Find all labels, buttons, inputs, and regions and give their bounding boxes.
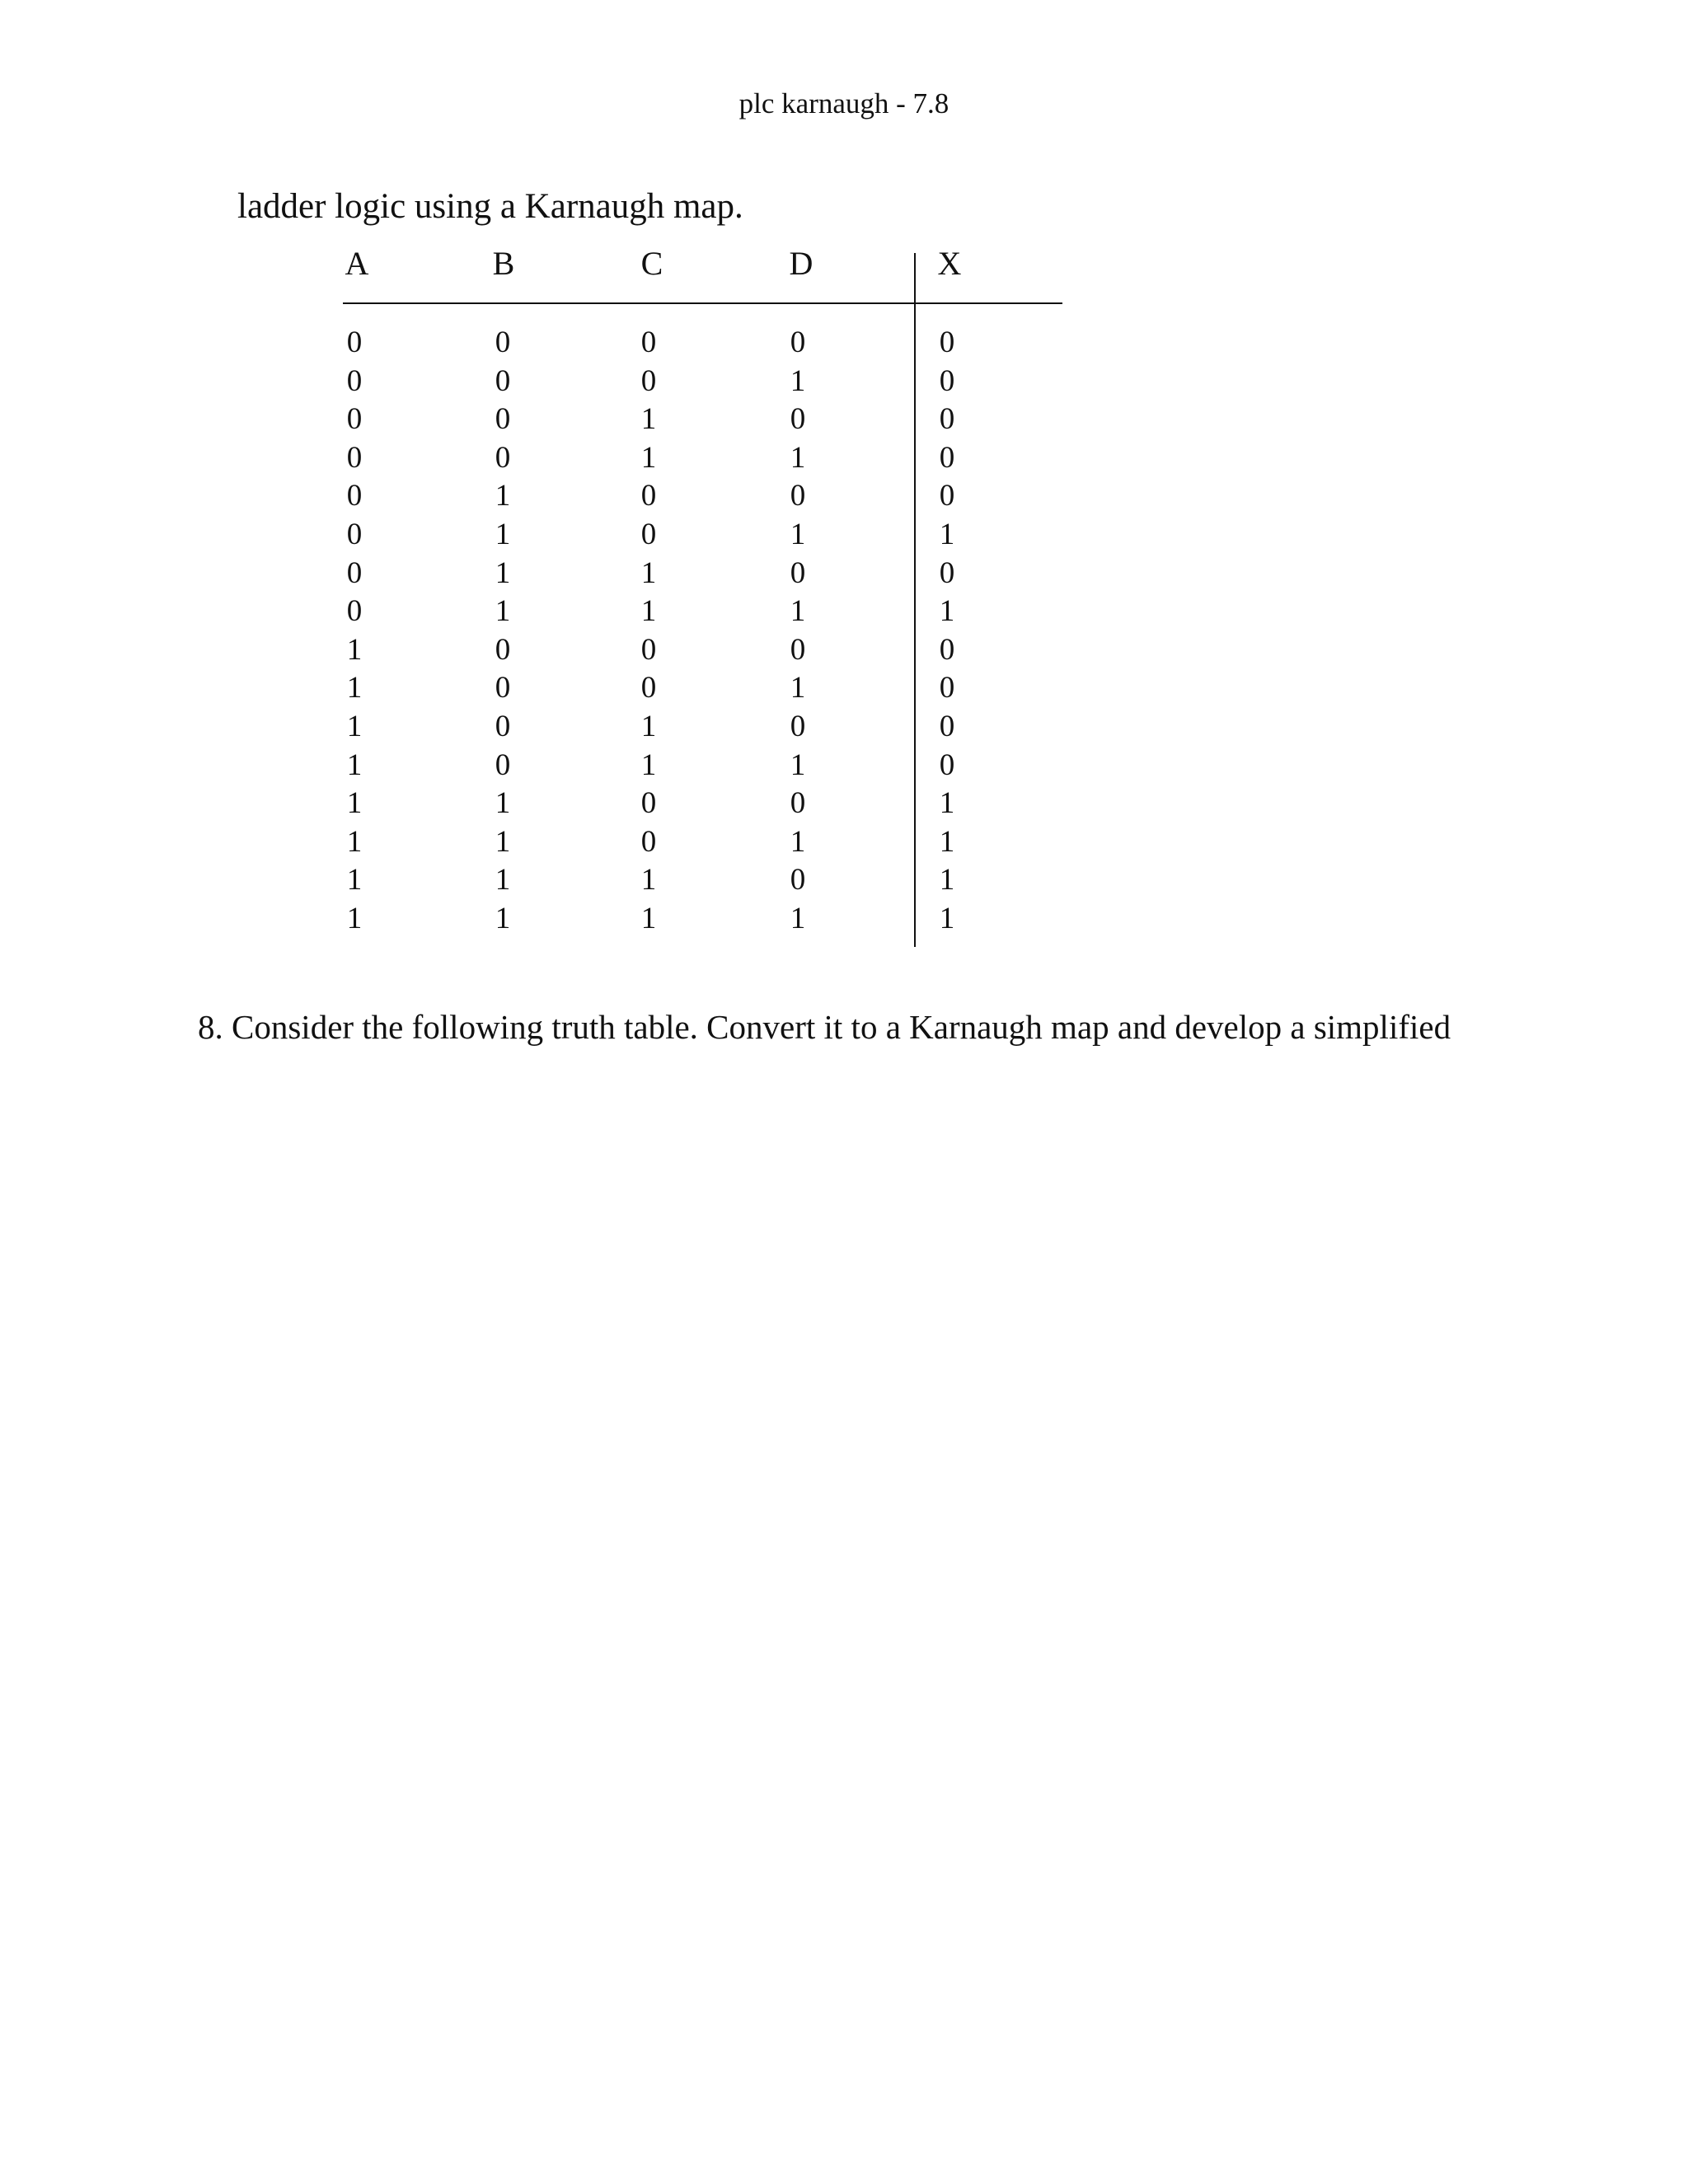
- cell-c: 0: [640, 786, 657, 821]
- page-header: plc karnaugh - 7.8: [738, 87, 950, 120]
- cell-c: 1: [640, 863, 657, 898]
- cell-c: 0: [640, 363, 657, 398]
- cell-x: 0: [939, 748, 955, 782]
- cell-c: 1: [640, 748, 657, 782]
- cell-x: 0: [939, 440, 955, 475]
- table-row: [0, 363, 1154, 401]
- header-c: C: [640, 245, 663, 282]
- cell-d: 0: [790, 479, 806, 513]
- cell-c: 1: [640, 555, 657, 590]
- cell-a: 1: [346, 710, 363, 743]
- cell-x: 1: [939, 902, 955, 935]
- cell-a: 1: [346, 863, 363, 898]
- cell-x: 1: [939, 594, 955, 629]
- cell-d: 0: [790, 710, 806, 743]
- cell-d: 1: [790, 440, 806, 475]
- cell-d: 0: [790, 632, 806, 667]
- cell-d: 1: [790, 748, 806, 782]
- header-rule: [343, 302, 1062, 304]
- cell-b: 0: [495, 710, 511, 743]
- cell-c: 1: [640, 710, 657, 743]
- cell-x: 0: [939, 402, 955, 437]
- cell-c: 1: [640, 440, 657, 475]
- cell-b: 1: [495, 863, 511, 898]
- cell-d: 0: [790, 555, 806, 590]
- cell-b: 0: [495, 748, 511, 782]
- table-row: [0, 785, 1154, 823]
- cell-c: 1: [640, 902, 657, 935]
- cell-x: 0: [939, 326, 955, 359]
- cell-a: 1: [346, 632, 363, 667]
- cell-c: 0: [640, 518, 657, 551]
- cell-x: 1: [939, 824, 955, 859]
- truth-table: [0, 0, 1688, 972]
- cell-x: 1: [939, 786, 955, 821]
- table-row: [0, 401, 1154, 439]
- question-text: 8. Consider the following truth table. Convert it to a Karnaugh map and develop a simplified: [198, 1008, 1451, 1046]
- cell-d: 1: [790, 824, 806, 859]
- cell-b: 1: [495, 518, 511, 551]
- table-row: [0, 478, 1154, 516]
- cell-a: 0: [346, 440, 363, 475]
- header-b: B: [492, 245, 515, 282]
- table-row: [0, 748, 1154, 785]
- cell-b: 1: [495, 824, 511, 859]
- header-d: D: [789, 245, 814, 282]
- table-row: [0, 325, 1154, 363]
- cell-d: 0: [790, 402, 806, 437]
- cell-x: 0: [939, 363, 955, 398]
- cell-x: 0: [939, 632, 955, 667]
- cell-d: 1: [790, 518, 806, 551]
- table-row: [0, 517, 1154, 555]
- cell-a: 1: [346, 671, 363, 705]
- cell-d: 1: [790, 671, 806, 705]
- table-row: [0, 824, 1154, 862]
- cell-b: 1: [495, 594, 511, 629]
- table-row: [0, 555, 1154, 593]
- cell-b: 0: [495, 326, 511, 359]
- table-row: [0, 440, 1154, 478]
- intro-text: ladder logic using a Karnaugh map.: [237, 187, 743, 226]
- cell-x: 0: [939, 555, 955, 590]
- cell-a: 1: [346, 748, 363, 782]
- cell-b: 1: [495, 786, 511, 821]
- cell-a: 0: [346, 555, 363, 590]
- cell-x: 1: [939, 518, 955, 551]
- cell-b: 1: [495, 555, 511, 590]
- cell-a: 1: [346, 786, 363, 821]
- cell-c: 1: [640, 402, 657, 437]
- cell-b: 0: [495, 363, 511, 398]
- cell-d: 0: [790, 786, 806, 821]
- cell-a: 1: [346, 902, 363, 935]
- cell-c: 0: [640, 326, 657, 359]
- cell-c: 0: [640, 479, 657, 513]
- cell-a: 0: [346, 326, 363, 359]
- cell-x: 0: [939, 671, 955, 705]
- header-a: A: [345, 245, 369, 282]
- cell-d: 0: [790, 326, 806, 359]
- cell-b: 0: [495, 632, 511, 667]
- cell-x: 0: [939, 479, 955, 513]
- cell-d: 1: [790, 363, 806, 398]
- cell-a: 0: [346, 479, 363, 513]
- cell-b: 0: [495, 440, 511, 475]
- cell-b: 1: [495, 479, 511, 513]
- cell-a: 0: [346, 363, 363, 398]
- cell-a: 0: [346, 402, 363, 437]
- cell-b: 1: [495, 902, 511, 935]
- header-x: X: [937, 245, 962, 282]
- cell-c: 0: [640, 671, 657, 705]
- table-row: [0, 593, 1154, 631]
- cell-c: 1: [640, 594, 657, 629]
- cell-c: 0: [640, 632, 657, 667]
- table-row: [0, 862, 1154, 900]
- cell-b: 0: [495, 671, 511, 705]
- cell-d: 0: [790, 863, 806, 898]
- cell-a: 1: [346, 824, 363, 859]
- cell-b: 0: [495, 402, 511, 437]
- table-row: [0, 632, 1154, 670]
- cell-c: 0: [640, 824, 657, 859]
- cell-a: 0: [346, 518, 363, 551]
- table-row: [0, 670, 1154, 708]
- table-row: [0, 709, 1154, 747]
- cell-d: 1: [790, 594, 806, 629]
- table-row: [0, 901, 1154, 939]
- cell-x: 1: [939, 863, 955, 898]
- cell-d: 1: [790, 902, 806, 935]
- cell-a: 0: [346, 594, 363, 629]
- cell-x: 0: [939, 710, 955, 743]
